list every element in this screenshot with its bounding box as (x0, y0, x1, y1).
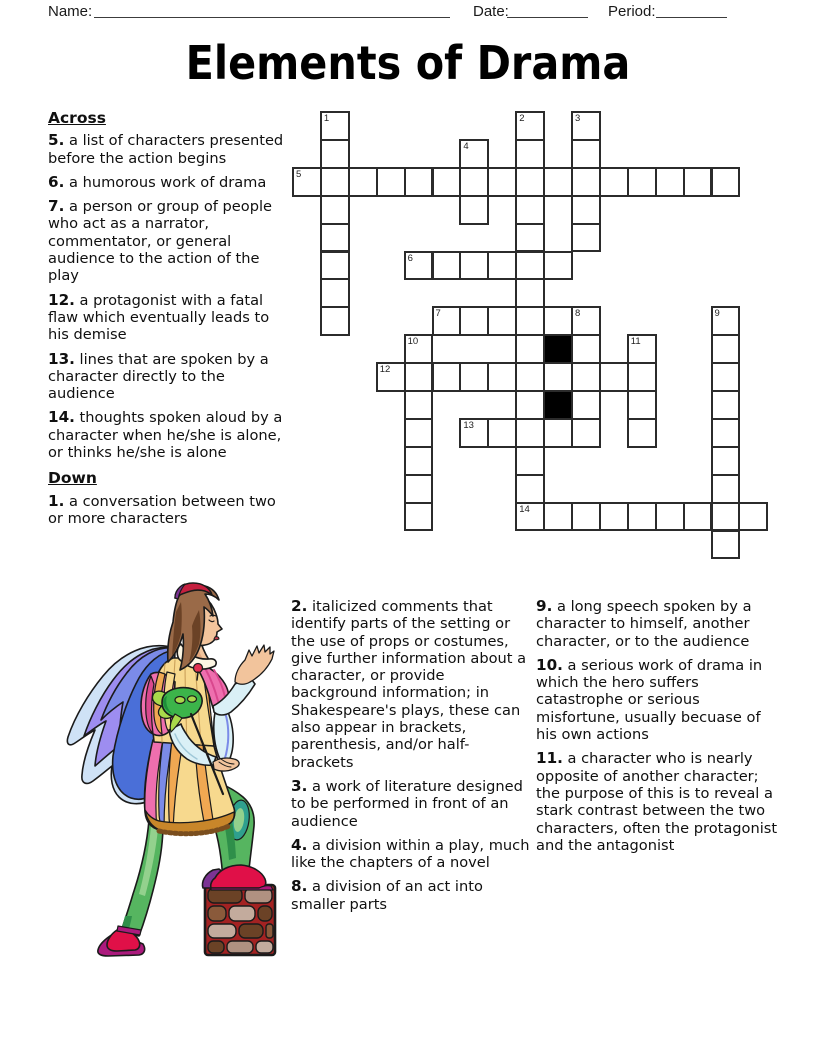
grid-cell[interactable] (515, 362, 545, 392)
clue-11: 11. a character who is nearly opposite of another character; the purpose of this is to reveal a stark contrast between the two characters, often the protagonist and the antagonist (536, 749, 778, 854)
grid-cell[interactable] (571, 418, 601, 448)
cell-number: 3 (575, 113, 581, 124)
grid-cell[interactable] (627, 167, 657, 197)
clue-number: 12. (48, 290, 75, 309)
grid-cell[interactable] (627, 334, 657, 364)
grid-cell[interactable] (683, 167, 713, 197)
clue-number: 4. (291, 835, 308, 854)
grid-cell[interactable] (543, 306, 573, 336)
clue-6: 6. a humorous work of drama (48, 172, 267, 191)
grid-cell[interactable] (711, 502, 741, 532)
period-field[interactable] (656, 3, 727, 18)
grid-cell[interactable] (432, 251, 462, 281)
clue-4: 4. a division within a play, much like the chapters of a novel (291, 835, 530, 872)
black-cell (543, 390, 573, 420)
grid-cell[interactable] (711, 167, 741, 197)
cell-number: 10 (407, 336, 419, 348)
grid-cell[interactable] (571, 334, 601, 364)
grid-cell[interactable] (404, 390, 434, 420)
cell-number: 11 (630, 336, 641, 348)
grid-cell[interactable] (404, 334, 434, 364)
clues-left-column (48, 110, 284, 534)
clue-3: 3. a work of literature designed to be performed in front of an audience (291, 776, 523, 830)
cell-number: 6 (407, 252, 413, 264)
grid-cell[interactable] (320, 167, 350, 197)
clues-right-column (536, 598, 783, 861)
clue-9: 9. a long speech spoken by a character to himself, another character, or to the audience (536, 597, 752, 650)
grid-cell[interactable] (432, 306, 462, 336)
grid-cell[interactable] (543, 167, 573, 197)
grid-cell[interactable] (515, 390, 545, 420)
clue-1: 1. a conversation between two or more characters (48, 491, 276, 527)
grid-cell[interactable] (320, 278, 350, 308)
clue-number: 1. (48, 491, 65, 510)
grid-cell[interactable] (459, 195, 489, 225)
grid-cell[interactable] (432, 362, 462, 392)
grid-cell[interactable] (292, 167, 322, 197)
cell-number: 14 (519, 503, 530, 515)
grid-cell[interactable] (404, 418, 434, 448)
cell-number: 9 (714, 308, 720, 320)
grid-cell[interactable] (515, 139, 545, 169)
grid-cell[interactable] (571, 195, 601, 225)
grid-cell[interactable] (711, 334, 741, 364)
grid-cell[interactable] (459, 306, 489, 336)
clue-number: 14. (48, 408, 75, 427)
name-label: Name: (48, 3, 93, 20)
date-label: Date: (473, 3, 509, 20)
clue-number: 6. (48, 172, 65, 191)
clue-number: 2. (291, 597, 308, 615)
grid-cell[interactable] (515, 223, 545, 253)
grid-cell[interactable] (543, 362, 573, 392)
grid-cell[interactable] (487, 306, 517, 336)
grid-cell[interactable] (376, 167, 406, 197)
grid-cell[interactable] (459, 251, 489, 281)
clue-14: 14. thoughts spoken aloud by a character when he/she is alone, or thinks he/she is alone (48, 408, 283, 462)
grid-cell[interactable] (376, 362, 406, 392)
cell-number: 8 (575, 308, 581, 320)
grid-cell[interactable] (515, 306, 545, 336)
grid-cell[interactable] (711, 474, 741, 504)
cell-number: 7 (435, 308, 441, 320)
name-field[interactable] (94, 3, 450, 18)
grid-cell[interactable] (404, 474, 434, 504)
worksheet-title: Elements of Drama (185, 36, 631, 90)
grid-cell[interactable] (515, 334, 545, 364)
grid-cell[interactable] (571, 362, 601, 392)
grid-cell[interactable] (515, 474, 545, 504)
grid-cell[interactable] (432, 167, 462, 197)
grid-cell[interactable] (404, 362, 434, 392)
grid-cell[interactable] (515, 251, 545, 281)
grid-cell[interactable] (655, 502, 685, 532)
grid-cell[interactable] (571, 111, 601, 141)
grid-cell[interactable] (599, 167, 629, 197)
clue-number: 13. (48, 349, 75, 368)
cell-number: 2 (519, 113, 525, 124)
grid-cell[interactable] (571, 223, 601, 253)
clue-number: 9. (536, 597, 553, 615)
grid-cell[interactable] (543, 251, 573, 281)
grid-cell[interactable] (320, 306, 350, 336)
black-cell (543, 334, 573, 364)
grid-cell[interactable] (515, 167, 545, 197)
grid-cell[interactable] (571, 306, 601, 336)
clue-5: 5. a list of characters presented before the action begins (48, 131, 284, 167)
grid-cell[interactable] (459, 167, 489, 197)
grid-cell[interactable] (459, 418, 489, 448)
grid-cell[interactable] (515, 195, 545, 225)
grid-cell[interactable] (571, 167, 601, 197)
grid-cell[interactable] (543, 502, 573, 532)
grid-cell[interactable] (320, 251, 350, 281)
cell-number: 1 (323, 113, 330, 124)
clue-7: 7. a person or group of people who act as a narrator, commentator, or general audience to the action of the play (48, 197, 272, 285)
clue-10: 10. a serious work of drama in which the hero suffers catastrophe or serious misfortune, usually becuase of his own actions (536, 655, 763, 744)
clue-section-heading: Down (48, 469, 97, 488)
cell-number: 5 (296, 168, 302, 180)
grid-cell[interactable] (627, 362, 657, 392)
grid-cell[interactable] (711, 446, 741, 476)
clue-number: 5. (48, 131, 65, 150)
clue-2: 2. italicized comments that identify parts of the setting or the use of props or costumes, give further information about a character, or provide background information; in Shakespeare's plays, these can also appear in brackets, parenthesis, and/or half-brackets (291, 597, 527, 771)
grid-cell[interactable] (404, 251, 434, 281)
grid-cell[interactable] (571, 390, 601, 420)
grid-cell[interactable] (515, 111, 545, 141)
grid-cell[interactable] (515, 446, 545, 476)
grid-cell[interactable] (487, 362, 517, 392)
grid-cell[interactable] (515, 418, 545, 448)
grid-cell[interactable] (404, 167, 434, 197)
grid-cell[interactable] (320, 139, 350, 169)
cell-number: 12 (379, 364, 391, 376)
grid-cell[interactable] (738, 502, 768, 532)
grid-cell[interactable] (487, 251, 517, 281)
clue-number: 11. (536, 749, 563, 768)
actor-illustration-svg (63, 582, 278, 967)
grid-cell[interactable] (404, 502, 434, 532)
clues-middle-column (291, 598, 531, 920)
grid-cell[interactable] (515, 502, 545, 532)
clue-number: 3. (291, 776, 308, 795)
grid-cell[interactable] (711, 306, 741, 336)
cell-number: 13 (463, 419, 474, 431)
grid-cell[interactable] (348, 167, 378, 197)
grid-cell[interactable] (711, 390, 741, 420)
grid-cell[interactable] (320, 223, 350, 253)
period-label: Period: (608, 3, 656, 20)
grid-cell[interactable] (487, 167, 517, 197)
clue-number: 8. (291, 877, 308, 896)
grid-cell[interactable] (571, 139, 601, 169)
grid-cell[interactable] (683, 502, 713, 532)
grid-cell[interactable] (543, 418, 573, 448)
grid-cell[interactable] (459, 139, 489, 169)
grid-cell[interactable] (404, 446, 434, 476)
clue-number: 7. (48, 197, 65, 216)
grid-cell[interactable] (655, 167, 685, 197)
grid-cell[interactable] (627, 390, 657, 420)
date-field[interactable] (507, 3, 588, 18)
grid-cell[interactable] (711, 418, 741, 448)
grid-cell[interactable] (627, 418, 657, 448)
clue-section-heading: Across (48, 109, 106, 127)
clue-number: 10. (536, 655, 563, 674)
grid-cell[interactable] (711, 530, 741, 560)
grid-cell[interactable] (515, 278, 545, 308)
grid-cell[interactable] (627, 502, 657, 532)
grid-cell[interactable] (711, 362, 741, 392)
grid-cell[interactable] (320, 195, 350, 225)
clue-12: 12. a protagonist with a fatal flaw which eventually leads to his demise (48, 290, 270, 344)
grid-cell[interactable] (599, 502, 629, 532)
grid-cell[interactable] (459, 362, 489, 392)
actor-illustration (63, 582, 278, 967)
grid-cell[interactable] (571, 502, 601, 532)
cell-number: 4 (463, 140, 469, 152)
clue-8: 8. a division of an act into smaller parts (291, 877, 483, 913)
grid-cell[interactable] (599, 362, 629, 392)
grid-cell[interactable] (487, 418, 517, 448)
grid-cell[interactable] (320, 111, 350, 141)
clue-13: 13. lines that are spoken by a character directly to the audience (48, 349, 269, 403)
